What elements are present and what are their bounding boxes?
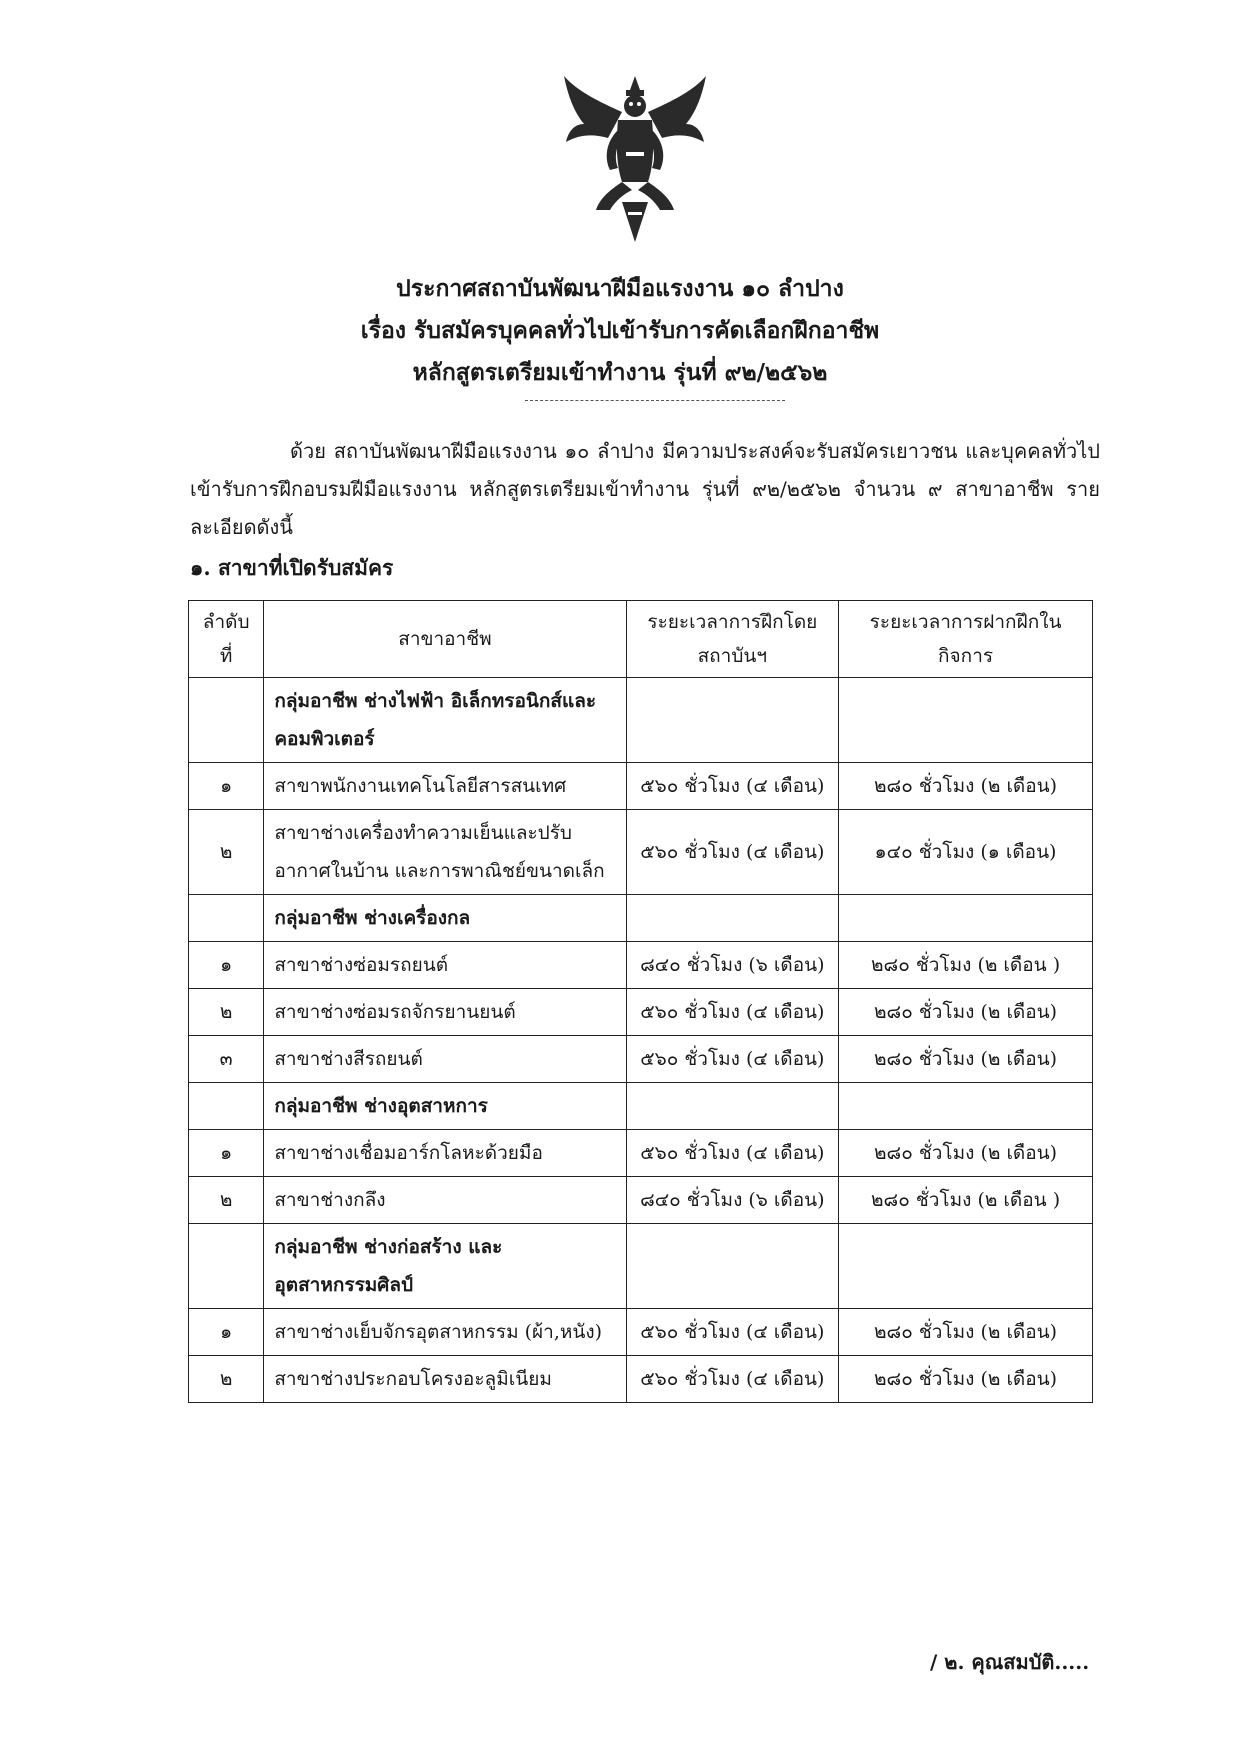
branch-name: สาขาช่างเครื่องทำความเย็นและปรับอากาศในบ้าน และการพาณิชย์ขนาดเล็ก	[264, 810, 626, 895]
firm-duration: ๒๘๐ ชั่วโมง (๒ เดือน)	[839, 1130, 1093, 1177]
firm-duration	[839, 1224, 1093, 1309]
institute-duration: ๘๔๐ ชั่วโมง (๖ เดือน)	[626, 1177, 839, 1224]
branch-name: สาขาช่างกลึง	[264, 1177, 626, 1224]
group-name: กลุ่มอาชีพ ช่างไฟฟ้า อิเล็กทรอนิกส์และคอมพิวเตอร์	[264, 678, 626, 763]
branch-name: สาขาพนักงานเทคโนโลยีสารสนเทศ	[264, 763, 626, 810]
row-number	[189, 895, 264, 942]
table-body	[189, 678, 1093, 1403]
branch-name: สาขาช่างซ่อมรถจักรยานยนต์	[264, 989, 626, 1036]
row-number: ๒	[189, 989, 264, 1036]
row-number: ๓	[189, 1036, 264, 1083]
row-number	[189, 678, 264, 763]
garuda-emblem-icon	[560, 72, 710, 247]
table-row	[189, 1177, 1093, 1224]
header-no: ลำดับที่	[189, 601, 264, 678]
row-number: ๒	[189, 810, 264, 895]
firm-duration: ๒๘๐ ชั่วโมง (๒ เดือน)	[839, 989, 1093, 1036]
institute-duration: ๕๖๐ ชั่วโมง (๔ เดือน)	[626, 1130, 839, 1177]
firm-duration: ๒๘๐ ชั่วโมง (๒ เดือน)	[839, 1036, 1093, 1083]
firm-duration: ๒๘๐ ชั่วโมง (๒ เดือน)	[839, 1309, 1093, 1356]
title-line-3: หลักสูตรเตรียมเข้าทำงาน รุ่นที่ ๙๒/๒๕๖๒	[412, 359, 828, 386]
row-number	[189, 1083, 264, 1130]
row-number: ๑	[189, 1130, 264, 1177]
firm-duration: ๒๘๐ ชั่วโมง (๒ เดือน)	[839, 1356, 1093, 1403]
table-group-row	[189, 1224, 1093, 1309]
table-row	[189, 942, 1093, 989]
institute-duration: ๕๖๐ ชั่วโมง (๔ เดือน)	[626, 810, 839, 895]
section-1-heading: ๑. สาขาที่เปิดรับสมัคร	[190, 555, 394, 580]
firm-duration	[839, 895, 1093, 942]
row-number: ๑	[189, 942, 264, 989]
institute-duration: ๕๖๐ ชั่วโมง (๔ เดือน)	[626, 1356, 839, 1403]
branch-name: สาขาช่างประกอบโครงอะลูมิเนียม	[264, 1356, 626, 1403]
row-number: ๒	[189, 1356, 264, 1403]
table-row	[189, 989, 1093, 1036]
firm-duration: ๒๘๐ ชั่วโมง (๒ เดือน)	[839, 763, 1093, 810]
institute-duration	[626, 895, 839, 942]
row-number: ๑	[189, 763, 264, 810]
firm-duration: ๑๔๐ ชั่วโมง (๑ เดือน)	[839, 810, 1093, 895]
institute-duration: ๕๖๐ ชั่วโมง (๔ เดือน)	[626, 1036, 839, 1083]
firm-duration: ๒๘๐ ชั่วโมง (๒ เดือน )	[839, 1177, 1093, 1224]
intro-paragraph	[190, 432, 1100, 546]
table-group-row	[189, 895, 1093, 942]
header-branch: สาขาอาชีพ	[264, 601, 626, 678]
institute-duration: ๘๔๐ ชั่วโมง (๖ เดือน)	[626, 942, 839, 989]
firm-duration: ๒๘๐ ชั่วโมง (๒ เดือน )	[839, 942, 1093, 989]
title-line-2: เรื่อง รับสมัครบุคคลทั่วไปเข้ารับการคัดเลือกฝึกอาชีพ	[360, 317, 880, 344]
firm-duration	[839, 678, 1093, 763]
table-row	[189, 810, 1093, 895]
announcement-title	[0, 268, 1240, 394]
branch-name: สาขาช่างซ่อมรถยนต์	[264, 942, 626, 989]
title-divider	[525, 400, 785, 401]
group-name: กลุ่มอาชีพ ช่างก่อสร้าง และอุตสาหกรรมศิลป์	[264, 1224, 626, 1309]
firm-duration	[839, 1083, 1093, 1130]
institute-duration: ๕๖๐ ชั่วโมง (๔ เดือน)	[626, 989, 839, 1036]
table-group-row	[189, 1083, 1093, 1130]
group-name: กลุ่มอาชีพ ช่างอุตสาหการ	[264, 1083, 626, 1130]
header-institute-duration: ระยะเวลาการฝึกโดยสถาบันฯ	[626, 601, 839, 678]
institute-duration	[626, 1224, 839, 1309]
continuation-note: / ๒. คุณสมบัติ.....	[930, 1650, 1090, 1674]
row-number	[189, 1224, 264, 1309]
institute-duration: ๕๖๐ ชั่วโมง (๔ เดือน)	[626, 1309, 839, 1356]
table-row	[189, 1356, 1093, 1403]
institute-duration: ๕๖๐ ชั่วโมง (๔ เดือน)	[626, 763, 839, 810]
table-row	[189, 1309, 1093, 1356]
intro-text: ด้วย สถาบันพัฒนาฝีมือแรงงาน ๑๐ ลำปาง มีความประสงค์จะรับสมัครเยาวชน และบุคคลทั่วไป เข้ารับการฝึกอบรมฝีมือแรงงาน หลักสูตรเตรียมเข้าทำงาน รุ่นที่ ๙๒/๒๕๖๒ จำนวน ๙ สาขาอาชีพ รายละเอียดดังนี้	[190, 439, 1101, 539]
branch-table	[188, 600, 1093, 1403]
table-row	[189, 1036, 1093, 1083]
table-row	[189, 763, 1093, 810]
title-line-1: ประกาศสถาบันพัฒนาฝีมือแรงงาน ๑๐ ลำปาง	[396, 275, 844, 302]
row-number: ๒	[189, 1177, 264, 1224]
institute-duration	[626, 678, 839, 763]
row-number: ๑	[189, 1309, 264, 1356]
branch-name: สาขาช่างเชื่อมอาร์กโลหะด้วยมือ	[264, 1130, 626, 1177]
group-name: กลุ่มอาชีพ ช่างเครื่องกล	[264, 895, 626, 942]
table-group-row	[189, 678, 1093, 763]
table-row	[189, 1130, 1093, 1177]
branch-name: สาขาช่างเย็บจักรอุตสาหกรรม (ผ้า,หนัง)	[264, 1309, 626, 1356]
header-firm-duration: ระยะเวลาการฝากฝึกในกิจการ	[839, 601, 1093, 678]
table-header-row	[189, 601, 1093, 678]
institute-duration	[626, 1083, 839, 1130]
branch-name: สาขาช่างสีรถยนต์	[264, 1036, 626, 1083]
